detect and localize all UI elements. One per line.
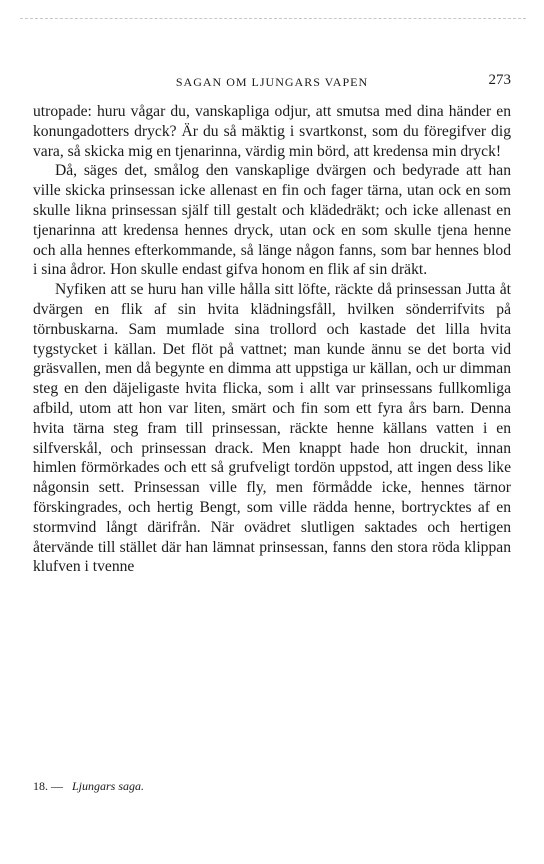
paragraph: Nyfiken att se huru han ville hålla sitt löfte, räckte då prinsessan Jutta åt dvärgen en flik af sin hvita klädningsfåll, hvilken sönderrifvits på törnbuskarna. Sam mumlade sina trollord och kastade det lilla hvita tygstycket i källan. Det flöt på vattnet; man kunde ännu se det borta vid gräsvallen, men då begynte en dimma att uppstiga ur källan, och ur dimman steg en den däjeligaste hvita flicka, som i allt var prinsessans fullkomliga afbild, utom att hon var liten, smärt och fin som ett fyra års barn. Denna hvita tärna steg fram till prinsessan, räckte henne källans vatten i en silfverskål, och prinsessan drack. Men knappt hade hon druckit, innan himlen förmörkades och ett så grufveligt tordön uppstod, att ingen dess like någonsin sett. Prinsessan ville fly, men förmådde icke, hennes tärnor förskingrades, och hertig Bengt, som ville rädda henne, bortrycktes af en stormvind långt därifrån. När ovädret slutligen saktades och hertigen återvände till stället där han lämnat prinsessan, fanns den stora röda klippan klufven i tvenne xyxy=(33,281,511,576)
top-edge-rule xyxy=(20,18,526,19)
signature-line xyxy=(33,779,144,794)
running-head xyxy=(33,72,511,92)
running-title: SAGAN OM LJUNGARS VAPEN xyxy=(175,75,369,89)
signature-mark: 18. — xyxy=(33,779,63,793)
body-text xyxy=(33,102,511,577)
source-title: Ljungars saga. xyxy=(72,779,145,793)
page-number: 273 xyxy=(488,72,511,88)
paragraph: utropade: huru vågar du, vanskapliga odjur, att smutsa med dina händer en konungadotters dryck? Är du så mäktig i svartkonst, som du föregifver dig vara, så skicka mig en tjenarinna, värdig min börd, att kredensa min dryck! xyxy=(33,103,511,160)
paragraph: Då, säges det, smålog den vanskaplige dvärgen och bedyrade att han ville skicka prinsessan icke allenast en fin och fager tärna, utan ock en som skulle likna prinsessan själf till gestalt och klädedräkt; och icke allenast en tjenarinna att kredensa hennes dryck, utan ock en som skulle tjena henne och alla hennes efterkommande, så länge någon fanns, som bar hennes blod i sina ådror. Hon skulle endast gifva honom en flik af sin dräkt. xyxy=(33,162,511,279)
